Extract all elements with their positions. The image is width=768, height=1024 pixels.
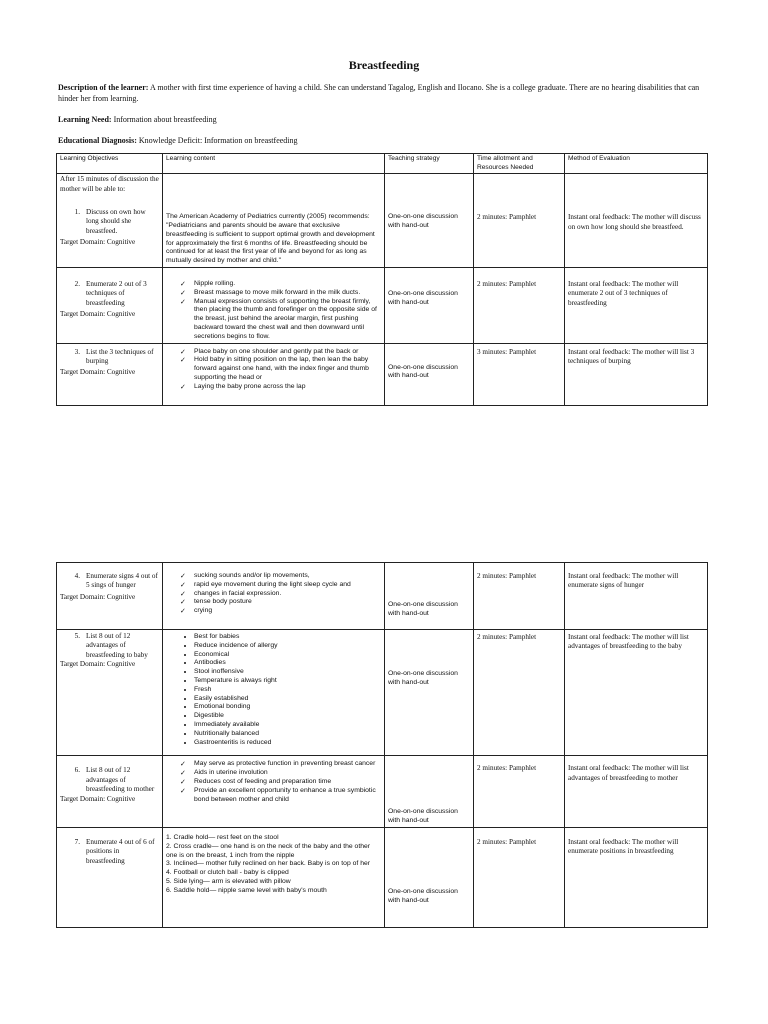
content-cell	[163, 827, 385, 927]
time-cell: 2 minutes: Pamphlet	[474, 630, 565, 756]
objective-text: Enumerate signs 4 out of 5 sings of hunger	[86, 572, 158, 590]
table-row	[57, 267, 708, 343]
description-label: Description of the learner:	[58, 83, 149, 92]
target-domain: Target Domain: Cognitive	[60, 310, 136, 319]
objective-text: List 8 out of 12 advantages of breastfeeding to baby	[86, 632, 148, 659]
objective-cell	[57, 174, 163, 268]
objective-number: 4.	[74, 572, 80, 580]
objective-text: Discuss on own how long should she breastfeed.	[86, 208, 146, 235]
target-domain: Target Domain: Cognitive	[60, 238, 136, 247]
objective-text: Enumerate 4 out of 6 of positions in breastfeeding	[86, 837, 155, 865]
position-line: 5. Side lying— arm is elevated with pillow	[166, 877, 291, 885]
list-item: ✓ changes in facial expression.	[194, 590, 381, 599]
content-cell	[163, 563, 385, 630]
list-item: ✓ Reduces cost of feeding and preparation time	[194, 778, 381, 787]
header-learning-content: Learning content	[163, 154, 385, 174]
target-domain: Target Domain: Cognitive	[60, 592, 136, 601]
list-item: ✓ crying	[194, 607, 381, 616]
time-cell: 2 minutes: Pamphlet	[474, 267, 565, 343]
objective-number: 1.	[74, 208, 80, 216]
target-domain: Target Domain: Cognitive	[60, 794, 136, 803]
list-item: • Emotional bonding	[194, 703, 381, 712]
diagnosis-label: Educational Diagnosis:	[58, 136, 137, 145]
objective-item	[60, 572, 159, 591]
objective-text: List 8 out of 12 advantages of breastfeeding to mother	[86, 766, 155, 794]
list-item: • Temperature is always right	[194, 677, 381, 686]
position-line: 1. Cradle hold— rest feet on the stool	[166, 833, 279, 841]
list-item: • Reduce incidence of allergy	[194, 642, 381, 651]
content-cell: The American Academy of Pediatrics currently (2005) recommends: "Pediatricians and parents should be aware that exclusive breastfeeding is sufficient to support optimal growth and development for approximately the first 6 months of life. Breastfeeding should be continued for at least the first year of life and beyond for as long as mutually desired by mother and child."	[163, 174, 385, 268]
time-cell: 2 minutes: Pamphlet	[474, 827, 565, 927]
table-row	[57, 827, 708, 927]
evaluation-cell: Instant oral feedback: The mother will enumerate 2 out of 3 techniques of breastfeeding	[565, 267, 708, 343]
evaluation-cell: Instant oral feedback: The mother will list advantages of breastfeeding to mother	[565, 756, 708, 828]
list-item: • Antibodies	[194, 659, 381, 668]
list-item: ✓ Hold baby in sitting position on the lap, then lean the baby forward against one hand, with the index finger and thumb supporting the head or	[194, 356, 381, 382]
evaluation-cell: Instant oral feedback: The mother will list 3 techniques of burping	[565, 343, 708, 405]
list-item: • Stool inoffensive	[194, 668, 381, 677]
learner-description	[58, 82, 706, 104]
evaluation-cell: Instant oral feedback: The mother will discuss on own how long should she breastfeed.	[565, 174, 708, 268]
objective-number: 2.	[74, 279, 80, 288]
objective-item	[60, 632, 159, 660]
objective-item	[60, 280, 159, 308]
strategy-cell: One-on-one discussion with hand-out	[385, 630, 474, 756]
objective-cell	[57, 630, 163, 756]
list-item: • Easily established	[194, 695, 381, 704]
list-item: ✓ sucking sounds and/or lip movements,	[194, 572, 381, 581]
objective-cell	[57, 267, 163, 343]
table-row	[57, 630, 708, 756]
objective-item	[60, 348, 159, 367]
list-item: ✓ May serve as protective function in preventing breast cancer	[194, 760, 381, 769]
time-cell: 2 minutes: Pamphlet	[474, 756, 565, 828]
strategy-cell: One-on-one discussion with hand-out	[385, 827, 474, 927]
table-row	[57, 563, 708, 630]
objective-cell	[57, 343, 163, 405]
teaching-plan-table-2	[56, 562, 708, 928]
list-item: ✓ Laying the baby prone across the lap	[194, 383, 381, 392]
position-line: 6. Saddle hold— nipple same level with baby's mouth	[166, 886, 327, 894]
educational-diagnosis	[58, 135, 706, 146]
list-item: • Nutritionally balanced	[194, 730, 381, 739]
objective-number: 6.	[74, 766, 80, 775]
objective-intro: After 15 minutes of discussion the mother will be able to:	[60, 175, 159, 193]
strategy-cell: One-on-one discussion with hand-out	[385, 343, 474, 405]
list-item: ✓ tense body posture	[194, 598, 381, 607]
evaluation-cell: Instant oral feedback: The mother will enumerate positions in breastfeeding	[565, 827, 708, 927]
header-time-allotment: Time allotment and Resources Needed	[474, 154, 565, 174]
table-header-row	[57, 154, 708, 174]
list-item: ✓ Place baby on one shoulder and gently pat the back or	[194, 348, 381, 357]
table-row	[57, 343, 708, 405]
list-item: • Economical	[194, 651, 381, 660]
page-title: Breastfeeding	[348, 58, 420, 72]
list-item: ✓ Breast massage to move milk forward in the milk ducts.	[194, 289, 381, 298]
list-item: • Immediately available	[194, 721, 381, 730]
position-line: 4. Football or clutch ball - baby is clipped	[166, 869, 289, 877]
need-label: Learning Need:	[58, 115, 112, 124]
content-cell	[163, 267, 385, 343]
position-line: 2. Cross cradle— one hand is on the neck of the baby and the other one is on the breast, 1 inch from the nipple	[166, 842, 371, 859]
header-teaching-strategy: Teaching strategy	[385, 154, 474, 174]
objective-item	[60, 838, 159, 866]
content-cell	[163, 756, 385, 828]
objective-cell	[57, 563, 163, 630]
description-text: A mother with first time experience of having a child. She can understand Tagalog, English and Ilocano. She is a college graduate. There are no hearing disabilities that can hinder her from learning.	[58, 83, 700, 103]
table-row	[57, 756, 708, 828]
position-line: 3. Inclined— mother fully reclined on her back. Baby is on top of her	[166, 860, 371, 868]
objective-number: 7.	[74, 837, 80, 846]
header-learning-objectives: Learning Objectives	[57, 154, 163, 174]
need-text: Information about breastfeeding	[111, 115, 217, 124]
diagnosis-text: Knowledge Deficit: Information on breastfeeding	[136, 136, 298, 145]
teaching-plan-table-1	[56, 153, 708, 406]
time-cell: 2 minutes: Pamphlet	[474, 174, 565, 268]
content-cell	[163, 343, 385, 405]
objective-text: Enumerate 2 out of 3 techniques of breastfeeding	[86, 279, 147, 307]
objective-number: 5.	[74, 632, 80, 640]
strategy-cell: One-on-one discussion with hand-out	[385, 174, 474, 268]
strategy-cell: One-on-one discussion with hand-out	[385, 756, 474, 828]
list-item: • Gastroenteritis is reduced	[194, 739, 381, 748]
objective-text: List the 3 techniques of burping	[86, 347, 154, 365]
objective-item	[60, 766, 159, 794]
list-item: • Fresh	[194, 686, 381, 695]
list-item: ✓ rapid eye movement during the light sleep cycle and	[194, 581, 381, 590]
strategy-cell: One-on-one discussion with hand-out	[385, 563, 474, 630]
table-row	[57, 174, 708, 268]
list-item: ✓ Manual expression consists of supporting the breast firmly, then placing the thumb and forefinger on the opposite side of the breast, just behind the areolar margin, first pushing backward toward the chest wall and then downward until secretions begins to flow.	[194, 298, 381, 342]
learning-need	[58, 114, 706, 125]
list-item: ✓ Nipple rolling.	[194, 280, 381, 289]
list-item: • Best for babies	[194, 633, 381, 642]
time-cell: 2 minutes: Pamphlet	[474, 563, 565, 630]
strategy-cell: One-on-one discussion with hand-out	[385, 267, 474, 343]
header-method-of-evaluation: Method of Evaluation	[565, 154, 708, 174]
list-item: • Digestible	[194, 712, 381, 721]
content-cell	[163, 630, 385, 756]
time-cell: 3 minutes: Pamphlet	[474, 343, 565, 405]
objective-cell	[57, 827, 163, 927]
evaluation-cell: Instant oral feedback: The mother will list advantages of breastfeeding to the baby	[565, 630, 708, 756]
list-item: ✓ Aids in uterine involution	[194, 769, 381, 778]
list-item: ✓ Provide an excellent opportunity to enhance a true symbiotic bond between mother and child	[194, 787, 381, 805]
evaluation-cell: Instant oral feedback: The mother will enumerate signs of hunger	[565, 563, 708, 630]
target-domain: Target Domain: Cognitive	[60, 660, 136, 669]
objective-number: 3.	[74, 347, 80, 356]
target-domain: Target Domain: Cognitive	[60, 368, 136, 377]
objective-cell	[57, 756, 163, 828]
objective-item	[60, 208, 159, 236]
